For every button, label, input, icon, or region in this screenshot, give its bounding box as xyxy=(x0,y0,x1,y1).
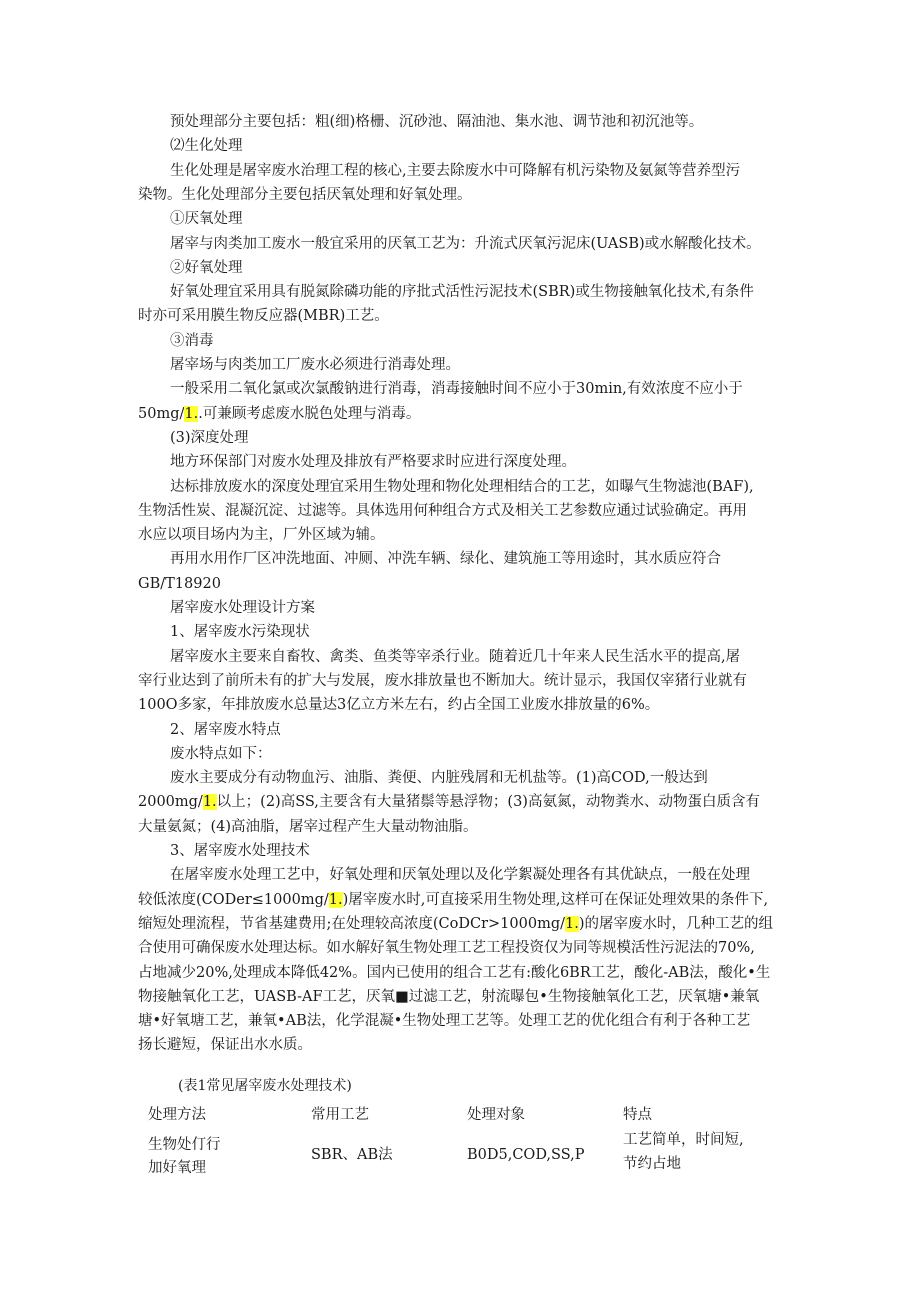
paragraph-line xyxy=(138,790,788,814)
paragraph-line: 3、屠宰废水处理技术 xyxy=(170,843,310,859)
paragraph-line: 屠宰场与肉类加工厂废水必须进行消毒处理。 xyxy=(170,357,460,373)
paragraph-line: 屠宰废水处理设计方案 xyxy=(170,600,315,616)
paragraph-line xyxy=(138,912,788,936)
table-caption: (表1常见屠宰废水处理技术) xyxy=(178,1078,352,1094)
paragraph-line: 占地减少20%,处理成本降低42%。国内已使用的组合工艺有:酸化6BR工艺，酸化-AB法，酸化•生 xyxy=(138,964,771,981)
paragraph-line: 宰行业达到了前所未有的扩大与发展，废水排放量也不断加大。统计显示，我国仅宰猪行业就有 xyxy=(138,672,747,689)
paragraph-line: 水应以项目场内为主，厂外区域为辅。 xyxy=(138,527,385,544)
line-text-after-highlight: 以上；(2)高SS,主要含有大量猪鬃等悬浮物；(3)高氨氮，动物粪水、动物蛋白质含有 xyxy=(216,794,760,811)
table-cell-feature-line1: 工艺简单，时间短, xyxy=(623,1132,744,1148)
paragraph-line: 物接触氧化工艺，UASB-AF工艺，厌氧■过滤工艺，射流曝包•生物接触氧化工艺，厌氧塘•兼氧 xyxy=(138,988,760,1005)
paragraph-line: 合使用可确保废水处理达标。如水解好氧生物处理工艺工程投资仅为同等规模活性污泥法的70%, xyxy=(138,940,755,957)
paragraph-line: 100O多家，年排放废水总量达3亿立方米左右，约占全国工业废水排放量的6%。 xyxy=(138,697,660,714)
paragraph-line: ③消毒 xyxy=(170,332,214,349)
table-cell-feature-line2: 节约占地 xyxy=(623,1156,681,1172)
line-text-before-highlight: 缩短处理流程，节省基建费用;在处理较高浓度(CoDCr>1000mg/ xyxy=(138,915,565,932)
paragraph-line: ①厌氧处理 xyxy=(170,211,243,228)
line-text-after-highlight: )的屠宰废水时，几种工艺的组 xyxy=(578,915,773,932)
paragraph-line: 废水主要成分有动物血污、油脂、粪便、内脏残屑和无机盐等。(1)高COD,一般达到 xyxy=(170,770,708,787)
paragraph-line: 2、屠宰废水特点 xyxy=(170,721,281,738)
paragraph-line: GB/T18920 xyxy=(138,575,221,592)
table-cell-target: B0D5,COD,SS,P xyxy=(467,1147,585,1163)
line-text-before-highlight: 较低浓度(CODer≤1000mg/ xyxy=(138,891,329,908)
paragraph-line: 1、屠宰废水污染现状 xyxy=(170,624,310,641)
paragraph-line xyxy=(138,888,788,912)
paragraph-line: 再用水用作厂区冲洗地面、冲厕、冲洗车辆、绿化、建筑施工等用途时，其水质应符合 xyxy=(170,551,721,568)
paragraph-line: 生物活性炭、混凝沉淀、过滤等。具体选用何种组合方式及相关工艺参数应通过试验确定。再用 xyxy=(138,502,747,519)
paragraph-line: 一般采用二氧化氯或次氯酸钠进行消毒，消毒接触时间不应小于30min,有效浓度不应小于 xyxy=(170,381,743,398)
paragraph-line: 达标排放废水的深度处理宜采用生物处理和物化处理相结合的工艺，如曝气生物滤池(BAF), xyxy=(170,478,754,495)
paragraph-line: 屠宰废水主要来自畜牧、禽类、鱼类等宰杀行业。随着近几十年来人民生活水平的提高,屠 xyxy=(170,648,741,665)
line-text-after-highlight: .可兼顾考虑废水脱色处理与消毒。 xyxy=(198,405,421,422)
table-cell-method-line2: 加好氧理 xyxy=(148,1160,206,1176)
highlighted-unit: 1. xyxy=(328,891,343,908)
line-text-before-highlight: 50mg/ xyxy=(138,405,185,422)
table-cell-method-line1: 生物处仃行 xyxy=(148,1137,221,1153)
paragraph-line: 塘•好氧塘工艺，兼氧•AB法，化学混凝•生物处理工艺等。处理工艺的优化组合有利于各种工艺 xyxy=(138,1013,751,1030)
table-header-feature: 特点 xyxy=(623,1107,652,1123)
paragraph-line: ⑵生化处理 xyxy=(170,138,243,155)
paragraph-line: 好氧处理宜采用具有脱氮除磷功能的序批式活性污泥技术(SBR)或生物接触氧化技术,有条件 xyxy=(170,284,754,301)
highlighted-unit: 1. xyxy=(202,794,217,811)
line-text-before-highlight: 2000mg/ xyxy=(138,794,203,811)
paragraph-line: 染物。生化处理部分主要包括厌氧处理和好氧处理。 xyxy=(138,186,472,203)
paragraph-line xyxy=(138,402,788,426)
table-header-process: 常用工艺 xyxy=(311,1107,369,1123)
table-cell-process: SBR、AB法 xyxy=(311,1147,393,1163)
paragraph-line: (3)深度处理 xyxy=(170,429,249,446)
line-text-after-highlight: )屠宰废水时,可直接采用生物处理,这样可在保证处理效果的条件下, xyxy=(342,891,769,908)
paragraph-line: 扬长避短，保证出水水质。 xyxy=(138,1037,312,1054)
paragraph-line: 屠宰与肉类加工废水一般宜采用的厌氧工艺为：升流式厌氧污泥床(UASB)或水解酸化技术。 xyxy=(170,235,761,252)
table-header-target: 处理对象 xyxy=(467,1107,525,1123)
paragraph-line: 大量氨氮；(4)高油脂，屠宰过程产生大量动物油脂。 xyxy=(138,818,478,835)
paragraph-line: 生化处理是屠宰废水治理工程的核心,主要去除废水中可降解有机污染物及氨氮等营养型污 xyxy=(170,162,741,179)
table-header-method: 处理方法 xyxy=(148,1107,206,1123)
highlighted-unit: 1. xyxy=(564,915,579,932)
highlighted-unit: 1. xyxy=(184,405,199,422)
paragraph-line: 时亦可采用膜生物反应器(MBR)工艺。 xyxy=(138,308,389,325)
paragraph-line: 地方环保部门对废水处理及排放有严格要求时应进行深度处理。 xyxy=(170,454,576,471)
paragraph-line: 废水特点如下： xyxy=(170,745,272,762)
paragraph-line: 预处理部分主要包括：粗(细)格栅、沉砂池、隔油池、集水池、调节池和初沉池等。 xyxy=(170,114,704,130)
paragraph-line: ②好氧处理 xyxy=(170,259,243,276)
paragraph-line: 在屠宰废水处理工艺中，好氧处理和厌氧处理以及化学絮凝处理各有其优缺点，一般在处理 xyxy=(170,867,750,884)
